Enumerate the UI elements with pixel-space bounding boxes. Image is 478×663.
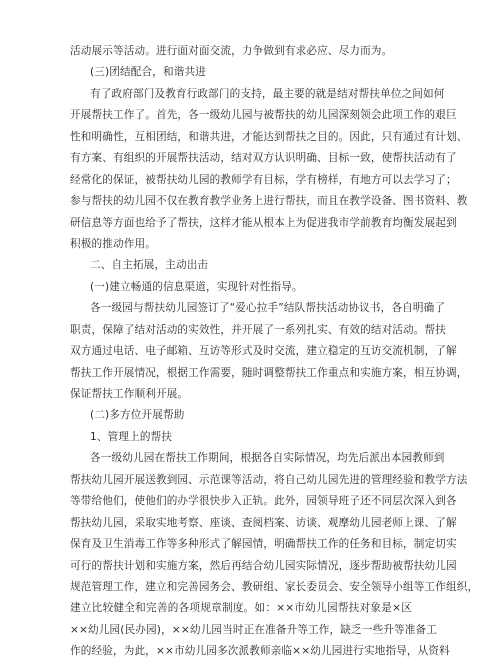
text-line: 帮扶幼儿园开展送教到园、示范课等活动，将自己幼儿园先进的管理经验和教学方法 [70,473,468,486]
text-line: 有方案、有组织的开展帮扶活动，结对双方认识明确、目标一致，使帮扶活动有了 [70,152,457,165]
text-line: 各一级幼儿园在帮扶工作期间，根据各自实际情况，均先后派出本园教师到 [90,452,445,465]
text-line: 1、管理上的帮扶 [90,430,173,443]
text-line: 帮扶幼儿园，采取实地考察、座谈、查阅档案、访谈、观摩幼儿园老师上课、了解 [70,516,457,529]
text-line: 各一级园与帮扶幼儿园签订了“爱心拉手”结队帮扶活动协议书，各自明确了 [90,302,446,315]
text-line: (一)建立畅通的信息渠道，实现针对性指导。 [90,280,303,293]
text-line: 双方通过电话、电子邮箱、互访等形式及时交流，建立稳定的互访交流机制，了解 [70,345,457,358]
text-line: 可行的帮扶计划和实施方案，然后再结合幼儿园实际情况，逐步帮助被帮扶幼儿园 [70,559,457,572]
text-line: 活动展示等活动。进行面对面交流，力争做到有求必应、尽力而为。 [70,45,393,57]
text-line: 积极的推动作用。 [70,237,156,250]
text-line: 规范管理工作，建立和完善园务会、教研组、家长委员会、安全领导小组等工作组织， [70,580,478,593]
text-line: 有了政府部门及教育行政部门的支持，最主要的就是结对帮扶单位之间如何 [90,87,445,100]
text-line: 帮扶工作开展情况，根据工作需要，随时调整帮扶工作重点和实施方案，相互协调， [70,366,468,379]
text-line: 保育及卫生消毒工作等多种形式了解园情，明确帮扶工作的任务和目标，制定切实 [70,538,457,551]
text-line: (三)团结配合，和谐共进 [90,66,207,79]
text-line: (二)多方位开展帮助 [90,409,185,422]
text-line: 参与帮扶的幼儿园不仅在教育教学业务上进行帮扶，而且在教学设备、图书资料、教 [70,195,468,208]
text-line: 保证帮扶工作顺利开展。 [70,388,189,400]
text-line: 研信息等方面也给予了帮扶，这样才能从根本上为促进我市学前教育均衡发展起到 [70,216,457,229]
text-line: ××幼儿园(民办园)，××幼儿园当时正在准备升等工作，缺乏一些升等准备工 [70,623,437,636]
text-line: 作的经验，为此，××市幼儿园多次派教师亲临××幼儿园进行实地指导，从资料 [70,645,450,658]
text-line: 开展帮扶工作了。首先，各一级幼儿园与被帮扶的幼儿园深刻领会此项工作的艰巨 [70,109,457,122]
text-line: 二、自主拓展，主动出击 [90,259,209,272]
text-line: 等带给他们，使他们的办学很快步入正轨。此外，园领导班子还不同层次深入到各 [70,495,457,508]
text-line: 经常化的保证，被帮扶幼儿园的教师学有目标，学有榜样，有地方可以去学习了； [70,173,457,186]
text-line: 职责，保障了结对活动的实效性，并开展了一系列扎实、有效的结对活动。帮扶 [70,323,447,336]
text-line: 建立比较健全和完善的各项规章制度。如：××市幼儿园帮扶对象是×区 [70,602,412,615]
text-line: 性和明确性，互相团结，和谐共进，才能达到帮扶之目的。因此，只有通过有计划、 [70,130,468,143]
